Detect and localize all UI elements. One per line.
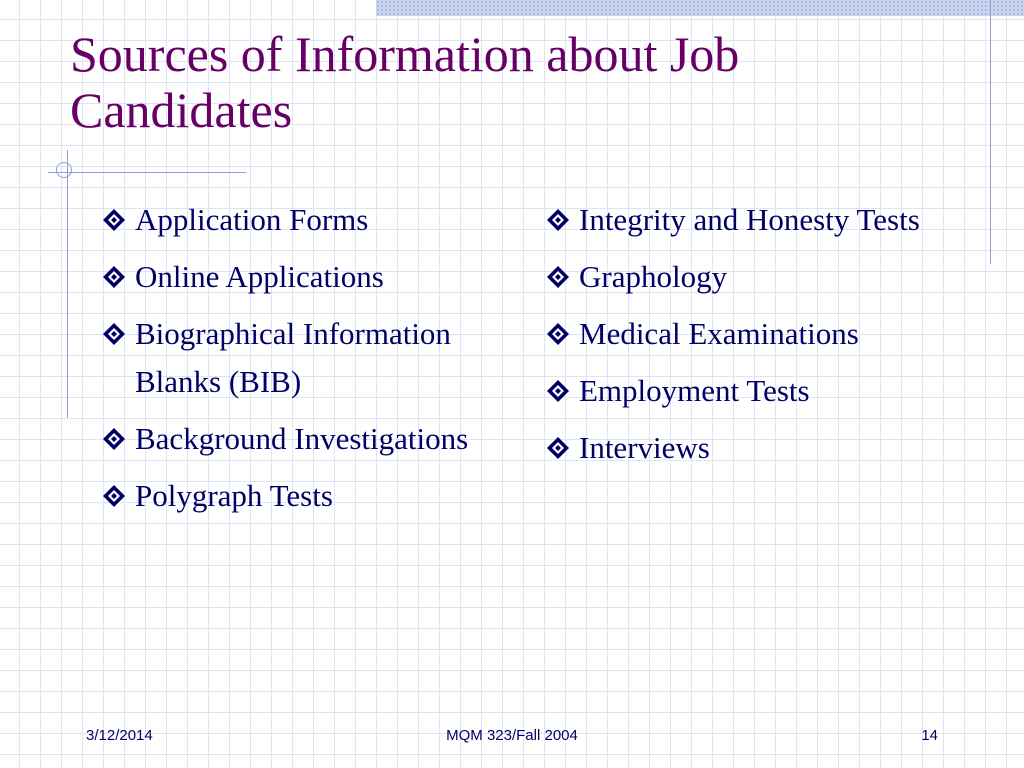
bullet-item xyxy=(544,424,964,472)
bullet-item xyxy=(100,196,480,244)
left-bullet-list xyxy=(100,196,480,529)
bullet-label: Online Applications xyxy=(135,259,384,294)
bullet-label: Biographical Information Blanks (BIB) xyxy=(135,316,451,399)
diamond-bullet-icon xyxy=(102,427,126,451)
diamond-bullet-icon xyxy=(546,379,570,403)
diamond-bullet-icon xyxy=(102,484,126,508)
diamond-bullet-icon xyxy=(102,265,126,289)
bullet-item xyxy=(100,415,480,463)
diamond-bullet-icon xyxy=(546,265,570,289)
underline-circle-ornament xyxy=(56,162,72,178)
left-decorative-line xyxy=(67,150,68,418)
diamond-bullet-icon xyxy=(546,436,570,460)
bullet-item xyxy=(544,253,964,301)
bullet-label: Background Investigations xyxy=(135,421,469,456)
bullet-label: Medical Examinations xyxy=(579,316,859,351)
bullet-label: Polygraph Tests xyxy=(135,478,333,513)
title-underline xyxy=(48,172,246,173)
bullet-label: Graphology xyxy=(579,259,728,294)
diamond-bullet-icon xyxy=(546,322,570,346)
right-bullet-list xyxy=(544,196,964,481)
slide-title: Sources of Information about Job Candidates xyxy=(70,26,740,138)
footer-page-number: 14 xyxy=(921,727,938,744)
bullet-item xyxy=(100,310,480,406)
bullet-item xyxy=(100,472,480,520)
footer-course: MQM 323/Fall 2004 xyxy=(446,727,578,744)
diamond-bullet-icon xyxy=(546,208,570,232)
bullet-item xyxy=(100,253,480,301)
footer-date: 3/12/2014 xyxy=(86,727,153,744)
bullet-label: Employment Tests xyxy=(579,373,810,408)
diamond-bullet-icon xyxy=(102,322,126,346)
bullet-item xyxy=(544,196,964,244)
header-band xyxy=(376,0,1024,16)
bullet-label: Application Forms xyxy=(135,202,369,237)
bullet-item xyxy=(544,367,964,415)
bullet-label: Interviews xyxy=(579,430,710,465)
diamond-bullet-icon xyxy=(102,208,126,232)
bullet-label: Integrity and Honesty Tests xyxy=(579,202,920,237)
right-decorative-line xyxy=(990,0,991,264)
bullet-item xyxy=(544,310,964,358)
